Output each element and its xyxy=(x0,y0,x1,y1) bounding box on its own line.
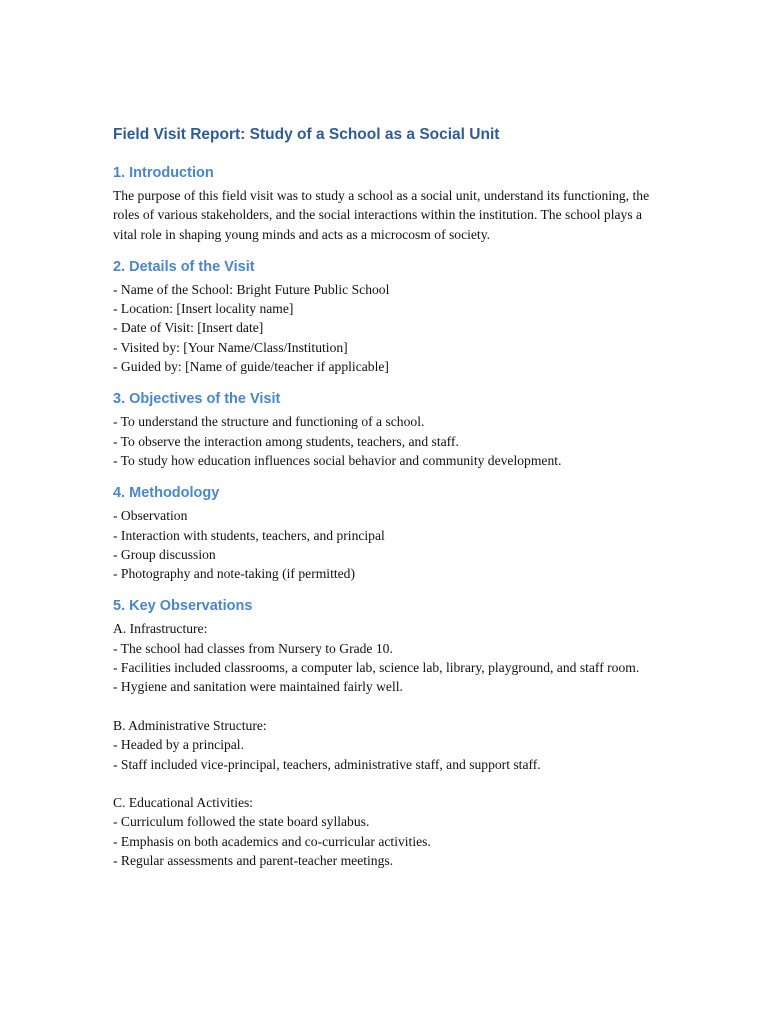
subsection-administrative-structure xyxy=(113,716,658,774)
subsection-infrastructure xyxy=(113,619,658,696)
list-item: - Group discussion xyxy=(113,546,216,562)
list-item: - Staff included vice-principal, teachers, administrative staff, and support staff. xyxy=(113,756,541,772)
subsection-educational-activities xyxy=(113,793,658,870)
section-heading: 5. Key Observations xyxy=(113,598,253,615)
list-item: - To understand the structure and functioning of a school. xyxy=(113,414,425,430)
subsection-label: C. Educational Activities: xyxy=(113,795,254,811)
list-item: - To study how education influences social behavior and community development. xyxy=(113,452,562,468)
section-heading: 2. Details of the Visit xyxy=(113,258,255,275)
list-item: - Facilities included classrooms, a computer lab, science lab, library, playground, and staff room. xyxy=(113,660,640,676)
section-heading: 1. Introduction xyxy=(113,165,214,181)
list-item: - Regular assessments and parent-teacher meetings. xyxy=(113,853,394,869)
section-heading: 3. Objectives of the Visit xyxy=(113,391,281,408)
section-objectives xyxy=(113,389,658,470)
list-item: - Visited by: [Your Name/Class/Institution] xyxy=(113,339,348,355)
document-title: Field Visit Report: Study of a School as a Social Unit xyxy=(113,126,500,143)
subsection-label: A. Infrastructure: xyxy=(113,621,208,637)
list-item: - To observe the interaction among students, teachers, and staff. xyxy=(113,433,459,449)
list-item: - Name of the School: Bright Future Public School xyxy=(113,281,390,297)
list-item: - Observation xyxy=(113,508,188,524)
blank-line xyxy=(113,774,658,793)
list-item: - Interaction with students, teachers, and principal xyxy=(113,527,385,543)
blank-line xyxy=(113,697,658,716)
list-item: - Guided by: [Name of guide/teacher if applicable] xyxy=(113,359,389,375)
subsection-label: B. Administrative Structure: xyxy=(113,717,267,733)
section-details xyxy=(113,257,658,376)
list-item: - Emphasis on both academics and co-curricular activities. xyxy=(113,833,431,849)
list-item: - Date of Visit: [Insert date] xyxy=(113,320,264,336)
section-introduction xyxy=(113,163,658,244)
list-item: - Curriculum followed the state board syllabus. xyxy=(113,814,370,830)
list-item: - Hygiene and sanitation were maintained fairly well. xyxy=(113,679,403,695)
section-key-observations xyxy=(113,596,658,870)
list-item: - The school had classes from Nursery to Grade 10. xyxy=(113,640,393,656)
section-paragraph: The purpose of this field visit was to study a school as a social unit, understand its functioning, the roles of various stakeholders, and the social interactions within the institution. The school plays a vital role in shaping young minds and acts as a microcosm of society. xyxy=(113,188,650,242)
section-heading: 4. Methodology xyxy=(113,485,220,502)
list-item: - Photography and note-taking (if permitted) xyxy=(113,566,355,582)
list-item: - Location: [Insert locality name] xyxy=(113,301,294,317)
document-page xyxy=(113,124,658,883)
list-item: - Headed by a principal. xyxy=(113,737,244,753)
section-methodology xyxy=(113,483,658,583)
